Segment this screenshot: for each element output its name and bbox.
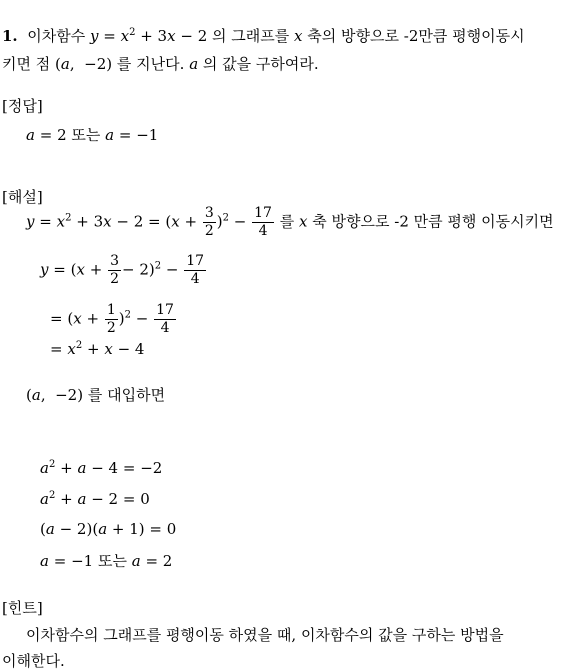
solution-text-2: 축 방향으로 -2 만큼 평행 이동시키면: [312, 212, 554, 231]
problem-text-1: 이차함수: [27, 27, 86, 45]
equation-step-1: $a^2 + a - 4 = -2$: [40, 459, 163, 477]
problem-text-3: 축의 방향으로 -2만큼 평행이동시: [307, 27, 525, 45]
problem-line-2: 키면 점 (a, −2) 를 지난다. a 의 값을 구하여라.: [2, 55, 319, 73]
problem-text-2: 의 그래프를: [212, 27, 290, 45]
answer-header: [정답]: [2, 97, 43, 115]
equation-step-2: $a^2 + a - 2 = 0$: [40, 490, 150, 508]
solution-line-1: $y = x^2 + 3x - 2 = (x$ + $\frac{3}{2}$ )$^2$ − $\frac{17}{4}$ 를 x 축 방향으로 -2 만큼 평행 이동시키면: [26, 205, 554, 239]
derivation-step-2: = (x + $\frac{1}{2}$ )$^2$ − $\frac{17}{4}$: [50, 302, 174, 336]
derivation-step-1: y = (x + $\frac{3}{2}$ − 2)$^2$ − $\frac{17}{4}$: [40, 253, 205, 287]
answer-or: 또는: [71, 126, 101, 144]
hint-header: [힌트]: [2, 599, 43, 617]
math-quadratic: y: [89, 27, 99, 45]
equation-step-3: (a − 2)(a + 1) = 0: [40, 520, 177, 538]
hint-line-2: 이해한다.: [2, 652, 65, 670]
problem-text-6: 의 값을 구하여라.: [202, 55, 319, 73]
derivation-step-3: = $x^2 + x - 4$: [50, 340, 145, 358]
problem-number: 1.: [2, 27, 18, 45]
answer-line: a = 2 또는 a = −1: [26, 126, 159, 144]
problem-text-5: 를 지난다.: [116, 55, 185, 73]
problem-text-4: 키면 점: [2, 55, 51, 73]
problem-line-1: 1. 이차함수 $y = x^2 + 3x - 2$ 의 그래프를 x 축의 방향으로 -2만큼 평행이동시: [2, 27, 525, 45]
solution-text-1: 를: [279, 212, 295, 231]
hint-line-1: 이차함수의 그래프를 평행이동 하였을 때, 이차함수의 값을 구하는 방법을: [26, 626, 504, 644]
solution-or: 또는: [97, 552, 127, 570]
solution-subst-text: 를 대입하면: [87, 386, 166, 404]
substitution-line: (a, −2) 를 대입하면: [26, 386, 166, 404]
solution-header: [해설]: [2, 188, 43, 206]
equation-step-4: a = −1 또는 a = 2: [40, 552, 173, 570]
